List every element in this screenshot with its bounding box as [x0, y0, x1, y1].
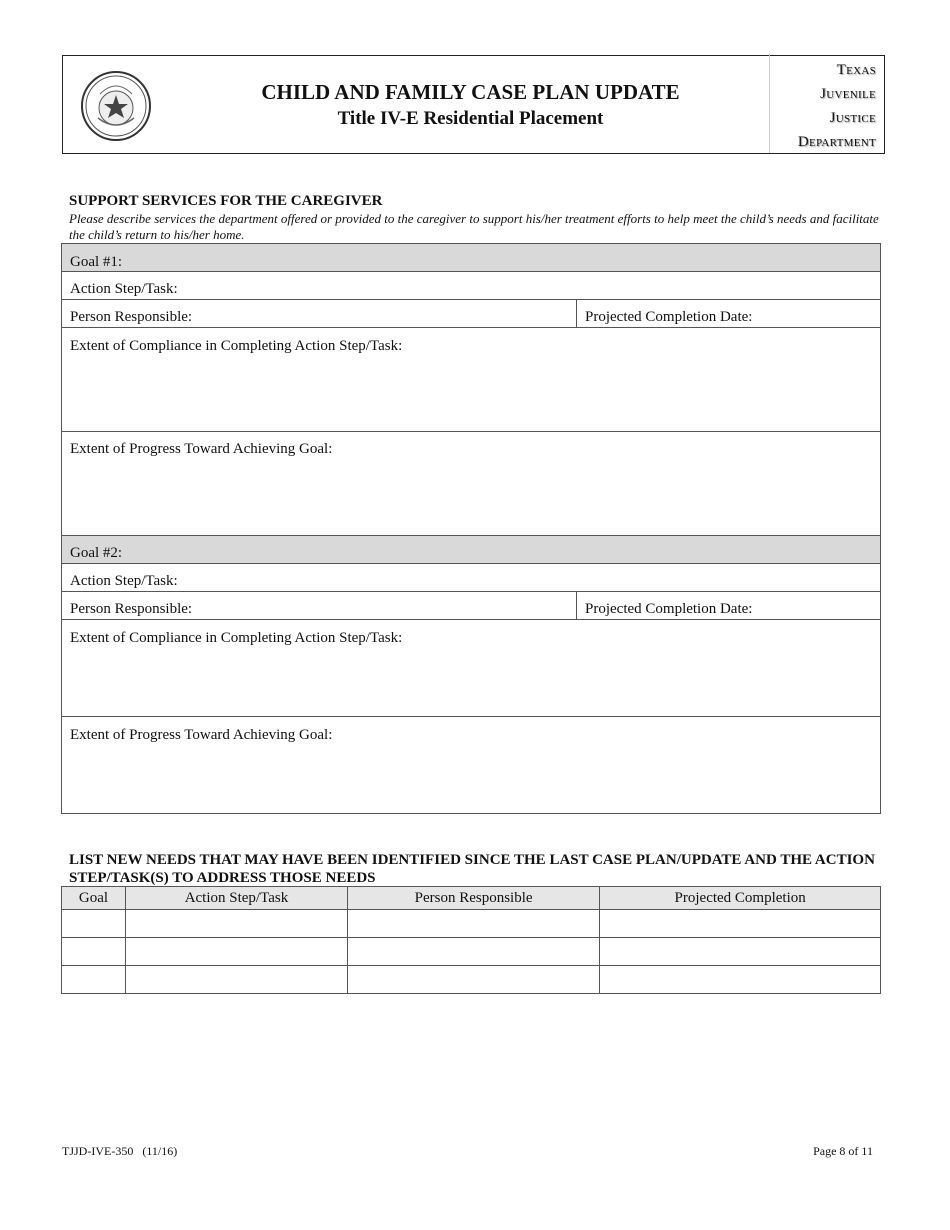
compliance-label: Extent of Compliance in Completing Action Step/Task:: [70, 630, 403, 646]
goal-2-date-field[interactable]: [577, 592, 880, 619]
goal-1-person-field[interactable]: [62, 300, 577, 327]
page-title: CHILD AND FAMILY CASE PLAN UPDATE: [261, 80, 680, 104]
table-cell[interactable]: [600, 938, 881, 966]
goal-label: Goal #2:: [70, 545, 123, 561]
person-label: Person Responsible:: [70, 601, 193, 617]
table-cell[interactable]: [62, 966, 126, 994]
form-id: TJJD-IVE-350 (11/16): [62, 1144, 178, 1158]
needs-section-title: LIST NEW NEEDS THAT MAY HAVE BEEN IDENTIFIED SINCE THE LAST CASE PLAN/UPDATE AND THE ACTION STEP/TASK(S) TO ADDRESS THOSE NEEDS: [69, 852, 875, 886]
table-cell[interactable]: [62, 938, 126, 966]
person-label: Person Responsible:: [70, 309, 193, 325]
table-cell[interactable]: [126, 966, 348, 994]
progress-label: Extent of Progress Toward Achieving Goal:: [70, 441, 333, 457]
table-cell[interactable]: [126, 910, 348, 938]
progress-label: Extent of Progress Toward Achieving Goal:: [70, 727, 333, 743]
goal-1-action-field[interactable]: [61, 271, 881, 300]
department-name: [769, 54, 884, 153]
goal-1-field[interactable]: [61, 243, 881, 272]
needs-table-header: [62, 887, 881, 910]
support-section-title: SUPPORT SERVICES FOR THE CAREGIVER: [69, 193, 383, 209]
goal-2-compliance-field[interactable]: [61, 619, 881, 717]
column-header-person: Person Responsible: [347, 887, 599, 910]
goal-1-progress-field[interactable]: [61, 431, 881, 536]
table-cell[interactable]: [347, 938, 599, 966]
goal-2-field[interactable]: [61, 535, 881, 564]
form-header: [62, 55, 885, 154]
needs-table: [61, 886, 881, 994]
goal-2-action-field[interactable]: [61, 563, 881, 592]
table-row: [62, 910, 881, 938]
title-block: [213, 78, 728, 132]
goal-label: Goal #1:: [70, 254, 123, 270]
table-cell[interactable]: [347, 966, 599, 994]
page-number: Page 8 of 11: [813, 1144, 873, 1158]
table-cell[interactable]: [62, 910, 126, 938]
goal-1-person-date-row: [61, 299, 881, 328]
column-header-goal: Goal: [62, 887, 126, 910]
goal-2-person-field[interactable]: [62, 592, 577, 619]
action-label: Action Step/Task:: [70, 573, 178, 589]
table-row: [62, 966, 881, 994]
compliance-label: Extent of Compliance in Completing Action Step/Task:: [70, 338, 403, 354]
support-section-description: Please describe services the department offered or provided to the caregiver to support his/her treatment efforts to help meet the child’s needs and facilitate the child’s return to his/her home.: [69, 211, 879, 242]
department-line: Juvenile: [820, 86, 876, 102]
table-row: [62, 938, 881, 966]
table-cell[interactable]: [126, 938, 348, 966]
action-label: Action Step/Task:: [70, 281, 178, 297]
goal-2-progress-field[interactable]: [61, 716, 881, 814]
date-label: Projected Completion Date:: [585, 601, 753, 617]
table-cell[interactable]: [600, 966, 881, 994]
department-line: Justice: [829, 110, 876, 126]
goal-1-date-field[interactable]: [577, 300, 880, 327]
column-header-completion: Projected Completion: [600, 887, 881, 910]
goal-2-person-date-row: [61, 591, 881, 620]
page-subtitle: Title IV-E Residential Placement: [337, 108, 604, 129]
texas-seal-icon: [80, 70, 152, 142]
column-header-action: Action Step/Task: [126, 887, 348, 910]
table-cell[interactable]: [600, 910, 881, 938]
table-cell[interactable]: [347, 910, 599, 938]
date-label: Projected Completion Date:: [585, 309, 753, 325]
department-line: Department: [797, 134, 876, 150]
department-line: Texas: [836, 62, 876, 78]
goal-1-compliance-field[interactable]: [61, 327, 881, 432]
